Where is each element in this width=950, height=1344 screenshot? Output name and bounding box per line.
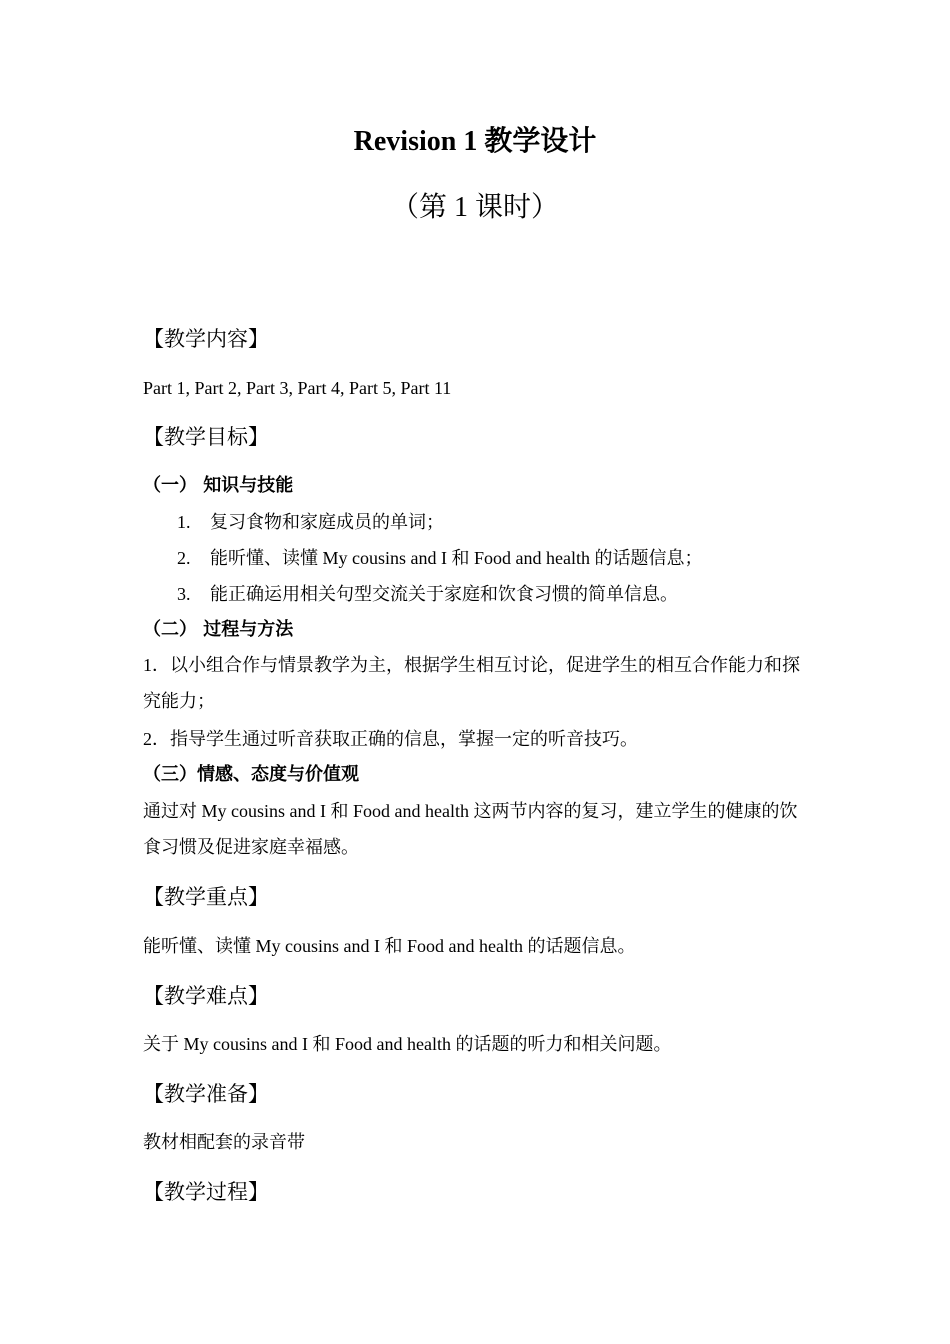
section-heading-content: 【教学内容】 <box>143 327 269 351</box>
emotion-heading: （三）情感、态度与价值观 <box>143 764 359 785</box>
knowledge-item-3 <box>177 581 678 607</box>
item-text: 能听懂、读懂 My cousins and I 和 Food and health 的话题信息； <box>210 548 703 568</box>
section-heading-key-points: 【教学重点】 <box>143 885 269 909</box>
item-number: 3. <box>177 584 191 604</box>
content-text: Part 1, Part 2, Part 3, Part 4, Part 5, Part 11 <box>143 378 452 398</box>
process-item-1: 1．以小组合作与情景教学为主，根据学生相互讨论，促进学生的相互合作能力和探究能力； <box>143 655 800 711</box>
section-heading-procedure: 【教学过程】 <box>143 1180 269 1204</box>
item-text: 能正确运用相关句型交流关于家庭和饮食习惯的简单信息。 <box>210 584 678 604</box>
key-points-text: 能听懂、读懂 My cousins and I 和 Food and health 的话题信息。 <box>143 936 636 956</box>
difficulties-text: 关于 My cousins and I 和 Food and health 的话题的听力和相关问题。 <box>143 1034 672 1054</box>
section-heading-difficulties: 【教学难点】 <box>143 984 269 1008</box>
document-title: Revision 1 教学设计 <box>353 126 597 157</box>
item-text: 复习食物和家庭成员的单词； <box>210 512 444 532</box>
process-item-2: 2．指导学生通过听音获取正确的信息，掌握一定的听音技巧。 <box>143 729 638 749</box>
section-heading-preparation: 【教学准备】 <box>143 1082 269 1106</box>
emotion-text: 通过对 My cousins and I 和 Food and health 这两节内容的复习，建立学生的健康的饮食习惯及促进家庭幸福感。 <box>143 801 798 857</box>
preparation-text: 教材相配套的录音带 <box>143 1132 305 1152</box>
knowledge-item-1 <box>177 509 444 535</box>
knowledge-heading: （一） 知识与技能 <box>143 475 294 496</box>
knowledge-item-2 <box>177 545 702 571</box>
section-heading-objectives: 【教学目标】 <box>143 425 269 449</box>
item-number: 1. <box>177 512 191 532</box>
document-subtitle: （第 1 课时） <box>390 192 559 223</box>
item-number: 2. <box>177 548 191 568</box>
process-heading: （二） 过程与方法 <box>143 619 294 640</box>
